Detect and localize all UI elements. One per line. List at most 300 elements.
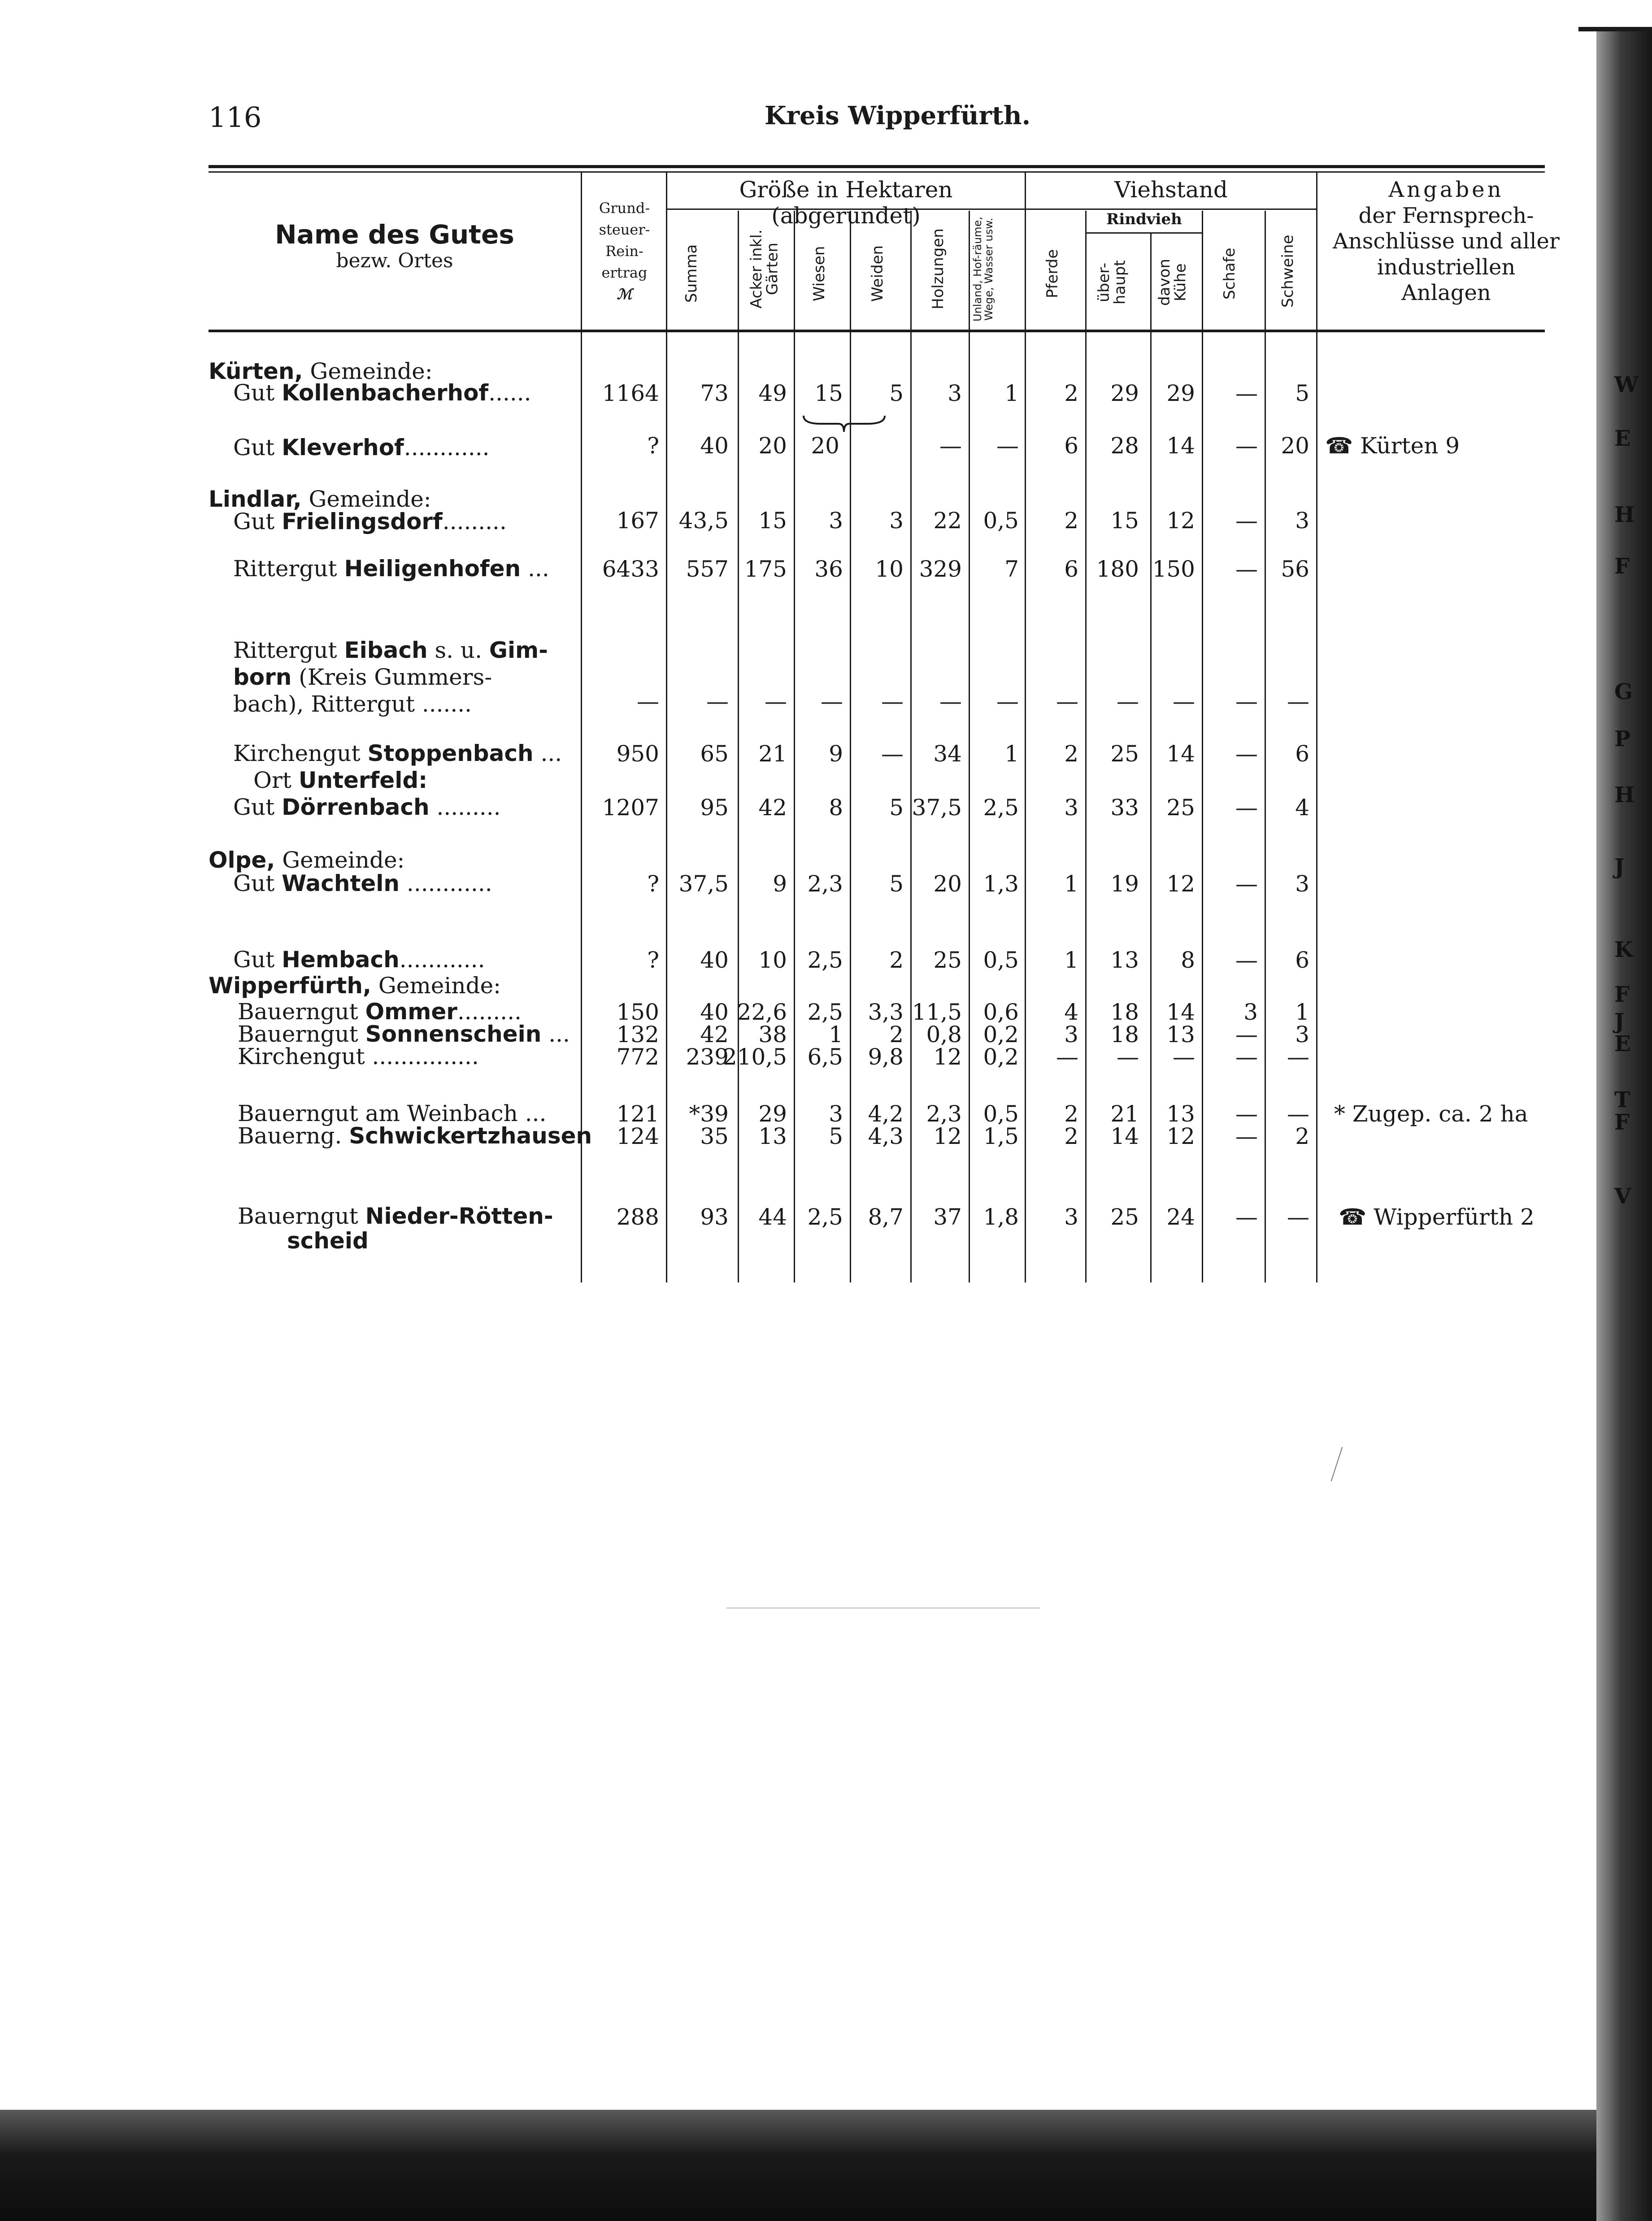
col-divider [794,211,795,1282]
grundsteuer-line: Grund- [599,200,650,217]
cell-schafe: 3 [1243,999,1258,1025]
cell-schafe: — [1235,1101,1258,1127]
cell-schweine: 3 [1295,508,1309,534]
cell-kuehe: 24 [1166,1204,1195,1230]
estate-name [233,871,492,897]
cell-holz: 3 [948,380,962,406]
angaben-line: Anlagen [1401,280,1491,306]
cell-unland: 0,2 [983,1021,1019,1047]
estate-line [238,1204,553,1229]
cell-pferde: 4 [1064,999,1078,1025]
cell-ertrag: 167 [616,508,659,534]
cell-pferde: 6 [1064,556,1078,582]
group-heading [209,848,404,874]
cell-kuehe: 29 [1166,380,1195,406]
cell-schafe: — [1235,795,1258,821]
edge-letter: F [1614,982,1630,1007]
cell-wiesen: 1 [829,1021,843,1047]
cell-ueber: 25 [1110,741,1139,767]
cell-pferde: 3 [1064,1204,1078,1230]
estate-name [233,380,531,406]
cell-schweine: 20 [1281,433,1309,459]
edge-letter: E [1614,1031,1631,1056]
estate-prefix: Rittergut [233,637,344,663]
estate-prefix: Gut [233,870,282,896]
cell-pferde: 2 [1064,1101,1078,1127]
cell-acker: 38 [758,1021,787,1047]
cell-ertrag: 1207 [602,795,659,821]
cell-schweine: 3 [1295,871,1309,897]
cell-weiden: 9,8 [868,1044,904,1070]
cell-ueber: 13 [1110,947,1139,973]
cell-summa: 65 [700,741,729,767]
cell-wiesen: 6,5 [807,1044,843,1070]
groesse-group-header: Größe in Hektaren (abgerundet) [739,177,953,229]
cell-holz: 329 [919,556,962,582]
angaben-header [1321,177,1572,306]
cell-summa: 35 [700,1123,729,1149]
cell-acker: — [765,688,787,714]
cell-unland: 2,5 [983,795,1019,821]
schweine-header: Schweine [1279,235,1297,308]
estate-prefix: Gut [233,380,282,406]
grundsteuer-header [583,197,666,305]
cell-pferde: 2 [1064,741,1078,767]
angaben-line: der Fernsprech- [1358,203,1534,228]
estate-title: Dörrenbach [282,794,430,820]
cell-ertrag: 132 [616,1021,659,1047]
estate-prefix: Rittergut [233,556,344,582]
cell-kuehe: 12 [1166,1123,1195,1149]
cell-summa: 73 [700,380,729,406]
cell-wiesen: 2,5 [807,947,843,973]
cell-holz: — [939,433,962,459]
cell-holz: 12 [933,1044,962,1070]
estate-name [233,509,507,535]
cell-schweine: 5 [1295,380,1309,406]
cell-unland: 1 [1004,380,1019,406]
edge-letter: H [1614,782,1635,808]
cell-pferde: 6 [1064,433,1078,459]
cell-ertrag: — [637,688,659,714]
estate-dots: ... [533,740,562,766]
gutter-top-rule [1578,27,1652,31]
col-divider [969,211,970,1282]
cell-summa: 42 [700,1021,729,1047]
estate-line [238,1229,553,1253]
estate-line [233,691,548,717]
estate-prefix: Bauerng. [238,1123,349,1149]
cell-wiesen: 3 [829,508,843,534]
cell-acker: 29 [758,1101,787,1127]
cell-unland: 7 [1004,556,1019,582]
cell-ueber: — [1117,1044,1139,1070]
estate-name-multiline [233,637,548,717]
col-divider [581,173,582,1282]
angaben-line: Anschlüsse und aller [1333,229,1560,254]
cell-kuehe: 13 [1166,1021,1195,1047]
estate-dots: ............ [400,870,492,896]
cell-ertrag: 772 [616,1044,659,1070]
cell-ueber: 15 [1110,508,1139,534]
cell-schafe: — [1235,871,1258,897]
estate-title: Nieder-Rötten- [365,1203,553,1229]
cell-summa: 40 [700,947,729,973]
cell-pferde: — [1056,1044,1078,1070]
estate-title: Sonnenschein [365,1021,542,1047]
cell-kuehe: 13 [1166,1101,1195,1127]
col-divider [850,211,851,1282]
estate-title: scheid [287,1228,369,1254]
cell-unland: 0,5 [983,1101,1019,1127]
col-divider [1316,173,1317,1282]
group-heading [209,973,501,999]
estate-title: Stoppenbach [367,740,534,766]
col-divider [1265,211,1266,1282]
cell-schweine: — [1287,1044,1309,1070]
cell-schweine: 1 [1295,999,1309,1025]
cell-ertrag: ? [647,947,659,973]
cell-holz: 0,8 [926,1021,962,1047]
estate-dots: ... [517,1100,547,1126]
pencil-mark [1331,1447,1343,1482]
edge-letter: F [1614,554,1630,579]
group-name: Wipperfürth, [209,973,371,999]
cell-ueber: 19 [1110,871,1139,897]
name-header-title: Name des Gutes [275,219,514,250]
grundsteuer-line: ertrag [601,264,648,281]
group-name: Kürten, [209,358,303,384]
estate-name [233,435,490,461]
cell-unland: 1,5 [983,1123,1019,1149]
cell-schweine: 4 [1295,795,1309,821]
estate-dots: ............ [399,947,485,973]
cell-weiden: 4,2 [868,1101,904,1127]
estate-prefix: Kirchengut [233,740,368,766]
cell-kuehe: 150 [1152,556,1195,582]
cell-summa: — [706,688,729,714]
edge-letter: J [1614,1009,1625,1034]
cell-weiden: 3,3 [868,999,904,1025]
estate-prefix: Gut [233,509,282,535]
cell-wiesen: 2,5 [807,1204,843,1230]
cell-schweine: 3 [1295,1021,1309,1047]
cell-weiden: 3 [889,508,904,534]
edge-letter: V [1614,1184,1631,1209]
estate-dots: ...... [488,380,531,406]
angaben-line: Angaben [1388,177,1504,202]
viehstand-group-header: Viehstand [1114,177,1228,203]
estate-text: s. u. [427,637,489,663]
cell-wiesen: 20 [811,433,839,459]
estate-name-multiline [238,1204,553,1253]
cell-holz: 2,3 [926,1101,962,1127]
cell-ertrag: 150 [616,999,659,1025]
cell-schweine: 6 [1295,741,1309,767]
cell-acker: 20 [758,433,787,459]
group-suffix: Gemeinde: [275,847,405,873]
cell-weiden: — [881,688,904,714]
cell-holz: 37,5 [912,795,962,821]
col-divider [666,173,667,1282]
edge-letter: P [1614,726,1631,752]
cell-pferde: 2 [1064,1123,1078,1149]
cell-summa: 239 [686,1044,729,1070]
estate-dots: ......... [429,794,501,820]
cell-acker: 44 [758,1204,787,1230]
col-divider [1202,211,1203,1282]
cell-kuehe: 14 [1166,433,1195,459]
estate-name [233,741,562,767]
cell-ertrag: ? [647,433,659,459]
cell-unland: 1,3 [983,871,1019,897]
estate-text: bach), Rittergut ....... [233,691,472,717]
group-heading [253,768,427,794]
angaben-line: industriellen [1377,254,1516,280]
estate-title: Heiligenhofen [344,556,521,582]
group-name: Lindlar, [209,486,302,512]
group-prefix: Ort [253,767,299,793]
group-suffix: Gemeinde: [303,358,433,384]
cell-ueber: 18 [1110,999,1139,1025]
edge-letter: K [1614,937,1633,962]
group-name: Unterfeld: [298,767,428,793]
cell-weiden: 2 [889,1021,904,1047]
cell-holz: — [939,688,962,714]
cell-acker: 42 [758,795,787,821]
estate-dots: ... [521,556,549,582]
col-divider [1025,173,1026,1282]
estate-title: Schwickertzhausen [349,1123,592,1149]
rindvieh-rule [1085,232,1202,234]
cell-acker: 21 [758,741,787,767]
cell-summa: 557 [686,556,729,582]
angaben-note: ☎ Wipperfürth 2 [1339,1204,1535,1230]
cell-kuehe: 14 [1166,741,1195,767]
cell-holz: 20 [933,871,962,897]
cell-unland: 0,6 [983,999,1019,1025]
cell-ertrag: ? [647,871,659,897]
estate-line [233,664,548,691]
cell-acker: 9 [773,871,787,897]
estate-dots: ... [541,1021,570,1047]
cell-holz: 37 [933,1204,962,1230]
estate-prefix: Kirchengut [238,1043,365,1069]
cell-holz: 12 [933,1123,962,1149]
brace-mark [803,415,886,433]
wiesen-header: Wiesen [810,246,828,301]
schafe-header: Schafe [1221,248,1239,300]
cell-kuehe: 8 [1181,947,1195,973]
cell-schafe: — [1235,688,1258,714]
name-header-sub: bezw. Ortes [336,249,453,272]
cell-wiesen: 5 [829,1123,843,1149]
estate-name [233,947,485,973]
cell-ertrag: 288 [616,1204,659,1230]
cell-acker: 49 [758,380,787,406]
cell-kuehe: 12 [1166,508,1195,534]
cell-schweine: 56 [1281,556,1309,582]
col-divider [910,211,912,1282]
estate-prefix: Gut [233,947,282,973]
header-rule [209,330,1545,332]
pferde-header: Pferde [1043,249,1061,298]
cell-pferde: 2 [1064,508,1078,534]
cell-weiden: 10 [875,556,904,582]
estate-name [238,1123,592,1149]
cell-weiden: 8,7 [868,1204,904,1230]
holzungen-header: Holzungen [929,228,947,310]
estate-title: Eibach [344,637,428,663]
angaben-note: ☎ Kürten 9 [1325,433,1460,459]
cell-unland: 1,8 [983,1204,1019,1230]
estate-dots: ......... [457,999,522,1025]
cell-wiesen: 36 [814,556,843,582]
cell-schafe: — [1235,1204,1258,1230]
cell-holz: 22 [933,508,962,534]
estate-dots: ............... [365,1043,479,1069]
cell-summa: 40 [700,999,729,1025]
cell-holz: 25 [933,947,962,973]
estate-name [233,556,549,582]
cell-acker: 13 [758,1123,787,1149]
cell-wiesen: 8 [829,795,843,821]
cell-ueber: 21 [1110,1101,1139,1127]
col-divider [1085,211,1087,1282]
angaben-note: * Zugep. ca. 2 ha [1334,1101,1528,1127]
cell-unland: 0,5 [983,947,1019,973]
summa-header: Summa [683,244,700,303]
cell-pferde: 3 [1064,795,1078,821]
estate-prefix: Gut [233,794,282,820]
estate-title: Kleverhof [282,435,404,461]
cell-pferde: 1 [1064,947,1078,973]
estate-title: Frielingsdorf [282,509,443,535]
cell-acker: 175 [744,556,787,582]
cell-weiden: 5 [889,380,904,406]
estate-title: Hembach [282,947,400,973]
cell-weiden: 4,3 [868,1123,904,1149]
cell-acker: 15 [758,508,787,534]
estate-text: (Kreis Gummers- [291,664,492,690]
cell-schafe: — [1235,741,1258,767]
cell-schafe: — [1235,556,1258,582]
cell-ertrag: 950 [616,741,659,767]
cell-schafe: — [1235,380,1258,406]
estate-line [233,637,548,664]
cell-pferde: 1 [1064,871,1078,897]
estate-title: Ommer [365,999,457,1025]
cell-kuehe: — [1173,1044,1195,1070]
name-header [211,220,578,272]
estate-title: Wachteln [282,870,400,896]
cell-kuehe: 14 [1166,999,1195,1025]
unland-header: Unland, Hof-räume, Wege, Wasser usw. [971,217,996,322]
grundsteuer-line: steuer- [599,221,650,238]
cell-unland: — [996,688,1019,714]
edge-letter: G [1614,679,1633,704]
cell-summa: 95 [700,795,729,821]
cell-schweine: 6 [1295,947,1309,973]
edge-letter: F [1614,1110,1630,1135]
cell-ueber: 25 [1110,1204,1139,1230]
cell-pferde: 2 [1064,380,1078,406]
cell-weiden: — [881,741,904,767]
scan-bottom-band [0,2110,1596,2221]
cell-ertrag: 1164 [602,380,659,406]
cell-wiesen: 3 [829,1101,843,1127]
cell-ertrag: 121 [616,1101,659,1127]
estate-prefix: Bauerngut am Weinbach [238,1100,518,1126]
cell-pferde: — [1056,688,1078,714]
cell-holz: 11,5 [912,999,962,1025]
cell-kuehe: 12 [1166,871,1195,897]
cell-schafe: — [1235,1044,1258,1070]
page-number: 116 [209,101,262,134]
cell-summa: 93 [700,1204,729,1230]
cell-schafe: — [1235,433,1258,459]
grundsteuer-line: Rein- [605,243,643,260]
kuehe-header: davon Kühe [1156,259,1190,306]
running-title: Kreis Wipperfürth. [765,101,1031,130]
cell-summa: 40 [700,433,729,459]
cell-unland: 0,5 [983,508,1019,534]
edge-letter: W [1614,372,1639,397]
cell-schweine: — [1287,1204,1309,1230]
cell-weiden: 2 [889,947,904,973]
cell-unland: — [996,433,1019,459]
cell-unland: 0,2 [983,1044,1019,1070]
estate-prefix: Bauerngut [238,1021,365,1047]
edge-letter: J [1614,854,1625,879]
cell-ueber: 29 [1110,380,1139,406]
cell-wiesen: 2,3 [807,871,843,897]
top-rule-thin [209,171,1545,173]
edge-letter: H [1614,502,1635,527]
cell-unland: 1 [1004,741,1019,767]
cell-wiesen: 9 [829,741,843,767]
col-divider [1150,233,1152,1282]
estate-dots: ............ [404,435,490,461]
top-rule-thick [209,165,1545,168]
cell-acker: 10 [758,947,787,973]
cell-ueber: 28 [1110,433,1139,459]
estate-dots: ......... [442,509,507,535]
group-name: Olpe, [209,847,275,873]
acker-header: Acker inkl. Gärten [748,229,782,309]
cell-summa: *39 [689,1101,729,1127]
col-divider [738,211,739,1282]
cell-weiden: 5 [889,871,904,897]
cell-acker: 22,6 [737,999,787,1025]
cell-schweine: 2 [1295,1123,1309,1149]
cell-wiesen: — [821,688,843,714]
cell-schafe: — [1235,947,1258,973]
cell-wiesen: 15 [814,380,843,406]
estate-name [238,1044,479,1070]
cell-ertrag: 124 [616,1123,659,1149]
cell-ueber: — [1117,688,1139,714]
estate-name [233,795,501,821]
edge-letter: T [1614,1087,1630,1113]
cell-holz: 34 [933,741,962,767]
estate-title: Gim- [489,637,548,663]
cell-weiden: 5 [889,795,904,821]
grundsteuer-unit: ℳ [617,286,632,303]
cell-ueber: 14 [1110,1123,1139,1149]
group-suffix: Gemeinde: [371,973,501,999]
cell-schweine: — [1287,688,1309,714]
